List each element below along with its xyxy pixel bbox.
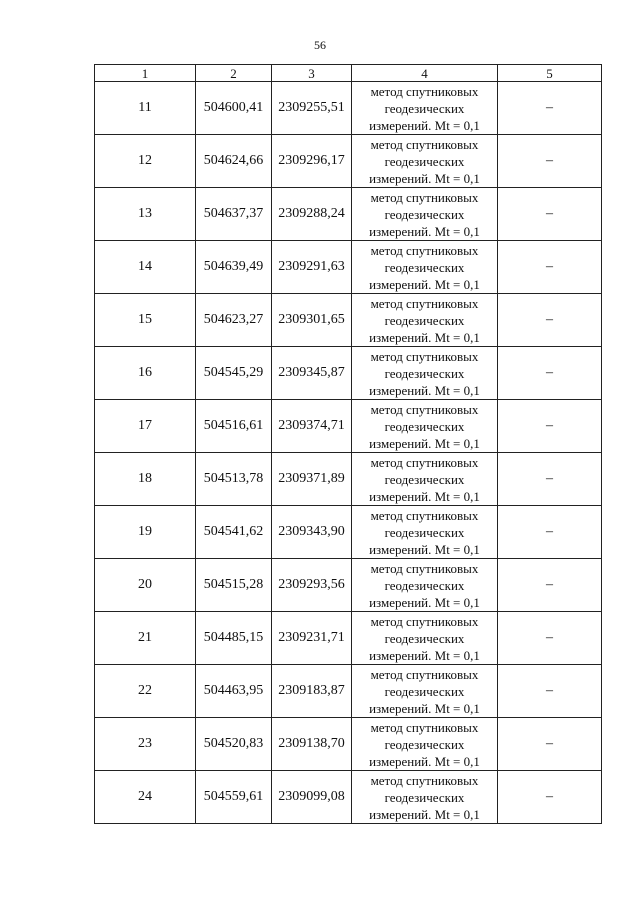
method-cell [352,771,498,824]
column-header-3: 3 [272,65,352,82]
method-cell [352,135,498,188]
note-cell: – [498,82,602,135]
table-row [95,718,602,771]
method-line: метод спутниковых [370,136,479,152]
method-cell [352,665,498,718]
header-row [95,65,602,82]
note-cell: – [498,771,602,824]
y-coordinate-cell: 2309288,24 [272,188,352,241]
x-coordinate-cell: 504623,27 [196,294,272,347]
method-line: измерений. Mt = 0,1 [369,329,480,345]
point-number-cell: 17 [95,400,196,453]
y-coordinate-cell: 2309371,89 [272,453,352,506]
point-number-cell: 23 [95,718,196,771]
method-cell [352,612,498,665]
table-row [95,400,602,453]
table-row [95,665,602,718]
x-coordinate-cell: 504637,37 [196,188,272,241]
coordinates-table [94,64,602,824]
column-header-4: 4 [352,65,498,82]
method-cell [352,82,498,135]
note-cell: – [498,241,602,294]
note-cell: – [498,188,602,241]
method-line: метод спутниковых [370,401,479,417]
x-coordinate-cell: 504485,15 [196,612,272,665]
point-number-cell: 22 [95,665,196,718]
y-coordinate-cell: 2309293,56 [272,559,352,612]
x-coordinate-cell: 504516,61 [196,400,272,453]
column-header-2: 2 [196,65,272,82]
method-line: измерений. Mt = 0,1 [369,488,480,504]
method-line: измерений. Mt = 0,1 [369,223,480,239]
method-line: измерений. Mt = 0,1 [369,753,480,769]
method-line: измерений. Mt = 0,1 [369,541,480,557]
note-cell: – [498,718,602,771]
method-line: геодезических [384,418,465,434]
method-line: измерений. Mt = 0,1 [369,700,480,716]
method-cell [352,718,498,771]
method-line: геодезических [384,471,465,487]
method-line: геодезических [384,206,465,222]
y-coordinate-cell: 2309374,71 [272,400,352,453]
method-line: метод спутниковых [370,454,479,470]
x-coordinate-cell: 504559,61 [196,771,272,824]
method-line: геодезических [384,365,465,381]
method-cell [352,453,498,506]
table-row [95,241,602,294]
method-line: метод спутниковых [370,719,479,735]
table-row [95,347,602,400]
y-coordinate-cell: 2309291,63 [272,241,352,294]
point-number-cell: 12 [95,135,196,188]
point-number-cell: 14 [95,241,196,294]
method-line: геодезических [384,100,465,116]
method-line: геодезических [384,259,465,275]
table-row [95,294,602,347]
table-row [95,82,602,135]
method-line: метод спутниковых [370,83,479,99]
method-cell [352,400,498,453]
y-coordinate-cell: 2309301,65 [272,294,352,347]
column-header-5: 5 [498,65,602,82]
note-cell: – [498,506,602,559]
method-cell [352,559,498,612]
note-cell: – [498,665,602,718]
note-cell: – [498,453,602,506]
y-coordinate-cell: 2309231,71 [272,612,352,665]
y-coordinate-cell: 2309296,17 [272,135,352,188]
method-cell [352,241,498,294]
x-coordinate-cell: 504624,66 [196,135,272,188]
method-line: метод спутниковых [370,666,479,682]
method-line: метод спутниковых [370,189,479,205]
point-number-cell: 19 [95,506,196,559]
method-line: геодезических [384,312,465,328]
method-line: геодезических [384,524,465,540]
method-line: геодезических [384,736,465,752]
note-cell: – [498,612,602,665]
page-number: 56 [314,38,326,52]
method-cell [352,506,498,559]
method-line: метод спутниковых [370,242,479,258]
note-cell: – [498,135,602,188]
x-coordinate-cell: 504600,41 [196,82,272,135]
point-number-cell: 11 [95,82,196,135]
method-line: метод спутниковых [370,772,479,788]
method-cell [352,188,498,241]
method-line: геодезических [384,683,465,699]
point-number-cell: 21 [95,612,196,665]
note-cell: – [498,400,602,453]
x-coordinate-cell: 504515,28 [196,559,272,612]
point-number-cell: 16 [95,347,196,400]
x-coordinate-cell: 504513,78 [196,453,272,506]
method-line: геодезических [384,153,465,169]
method-line: измерений. Mt = 0,1 [369,382,480,398]
method-line: метод спутниковых [370,613,479,629]
method-cell [352,347,498,400]
table-row [95,612,602,665]
table-row [95,188,602,241]
point-number-cell: 13 [95,188,196,241]
method-line: метод спутниковых [370,348,479,364]
y-coordinate-cell: 2309345,87 [272,347,352,400]
x-coordinate-cell: 504545,29 [196,347,272,400]
y-coordinate-cell: 2309138,70 [272,718,352,771]
method-cell [352,294,498,347]
column-header-1: 1 [95,65,196,82]
method-line: измерений. Mt = 0,1 [369,806,480,822]
table-row [95,453,602,506]
y-coordinate-cell: 2309343,90 [272,506,352,559]
y-coordinate-cell: 2309099,08 [272,771,352,824]
y-coordinate-cell: 2309183,87 [272,665,352,718]
method-line: метод спутниковых [370,507,479,523]
table-row [95,506,602,559]
method-line: геодезических [384,577,465,593]
method-line: измерений. Mt = 0,1 [369,647,480,663]
method-line: измерений. Mt = 0,1 [369,435,480,451]
method-line: измерений. Mt = 0,1 [369,117,480,133]
x-coordinate-cell: 504639,49 [196,241,272,294]
x-coordinate-cell: 504520,83 [196,718,272,771]
note-cell: – [498,347,602,400]
method-line: измерений. Mt = 0,1 [369,594,480,610]
method-line: измерений. Mt = 0,1 [369,276,480,292]
table-row [95,771,602,824]
method-line: геодезических [384,630,465,646]
point-number-cell: 15 [95,294,196,347]
table-row [95,559,602,612]
method-line: геодезических [384,789,465,805]
method-line: метод спутниковых [370,560,479,576]
point-number-cell: 18 [95,453,196,506]
y-coordinate-cell: 2309255,51 [272,82,352,135]
table-body [95,82,602,824]
note-cell: – [498,559,602,612]
method-line: метод спутниковых [370,295,479,311]
x-coordinate-cell: 504463,95 [196,665,272,718]
point-number-cell: 24 [95,771,196,824]
point-number-cell: 20 [95,559,196,612]
x-coordinate-cell: 504541,62 [196,506,272,559]
table-row [95,135,602,188]
method-line: измерений. Mt = 0,1 [369,170,480,186]
note-cell: – [498,294,602,347]
